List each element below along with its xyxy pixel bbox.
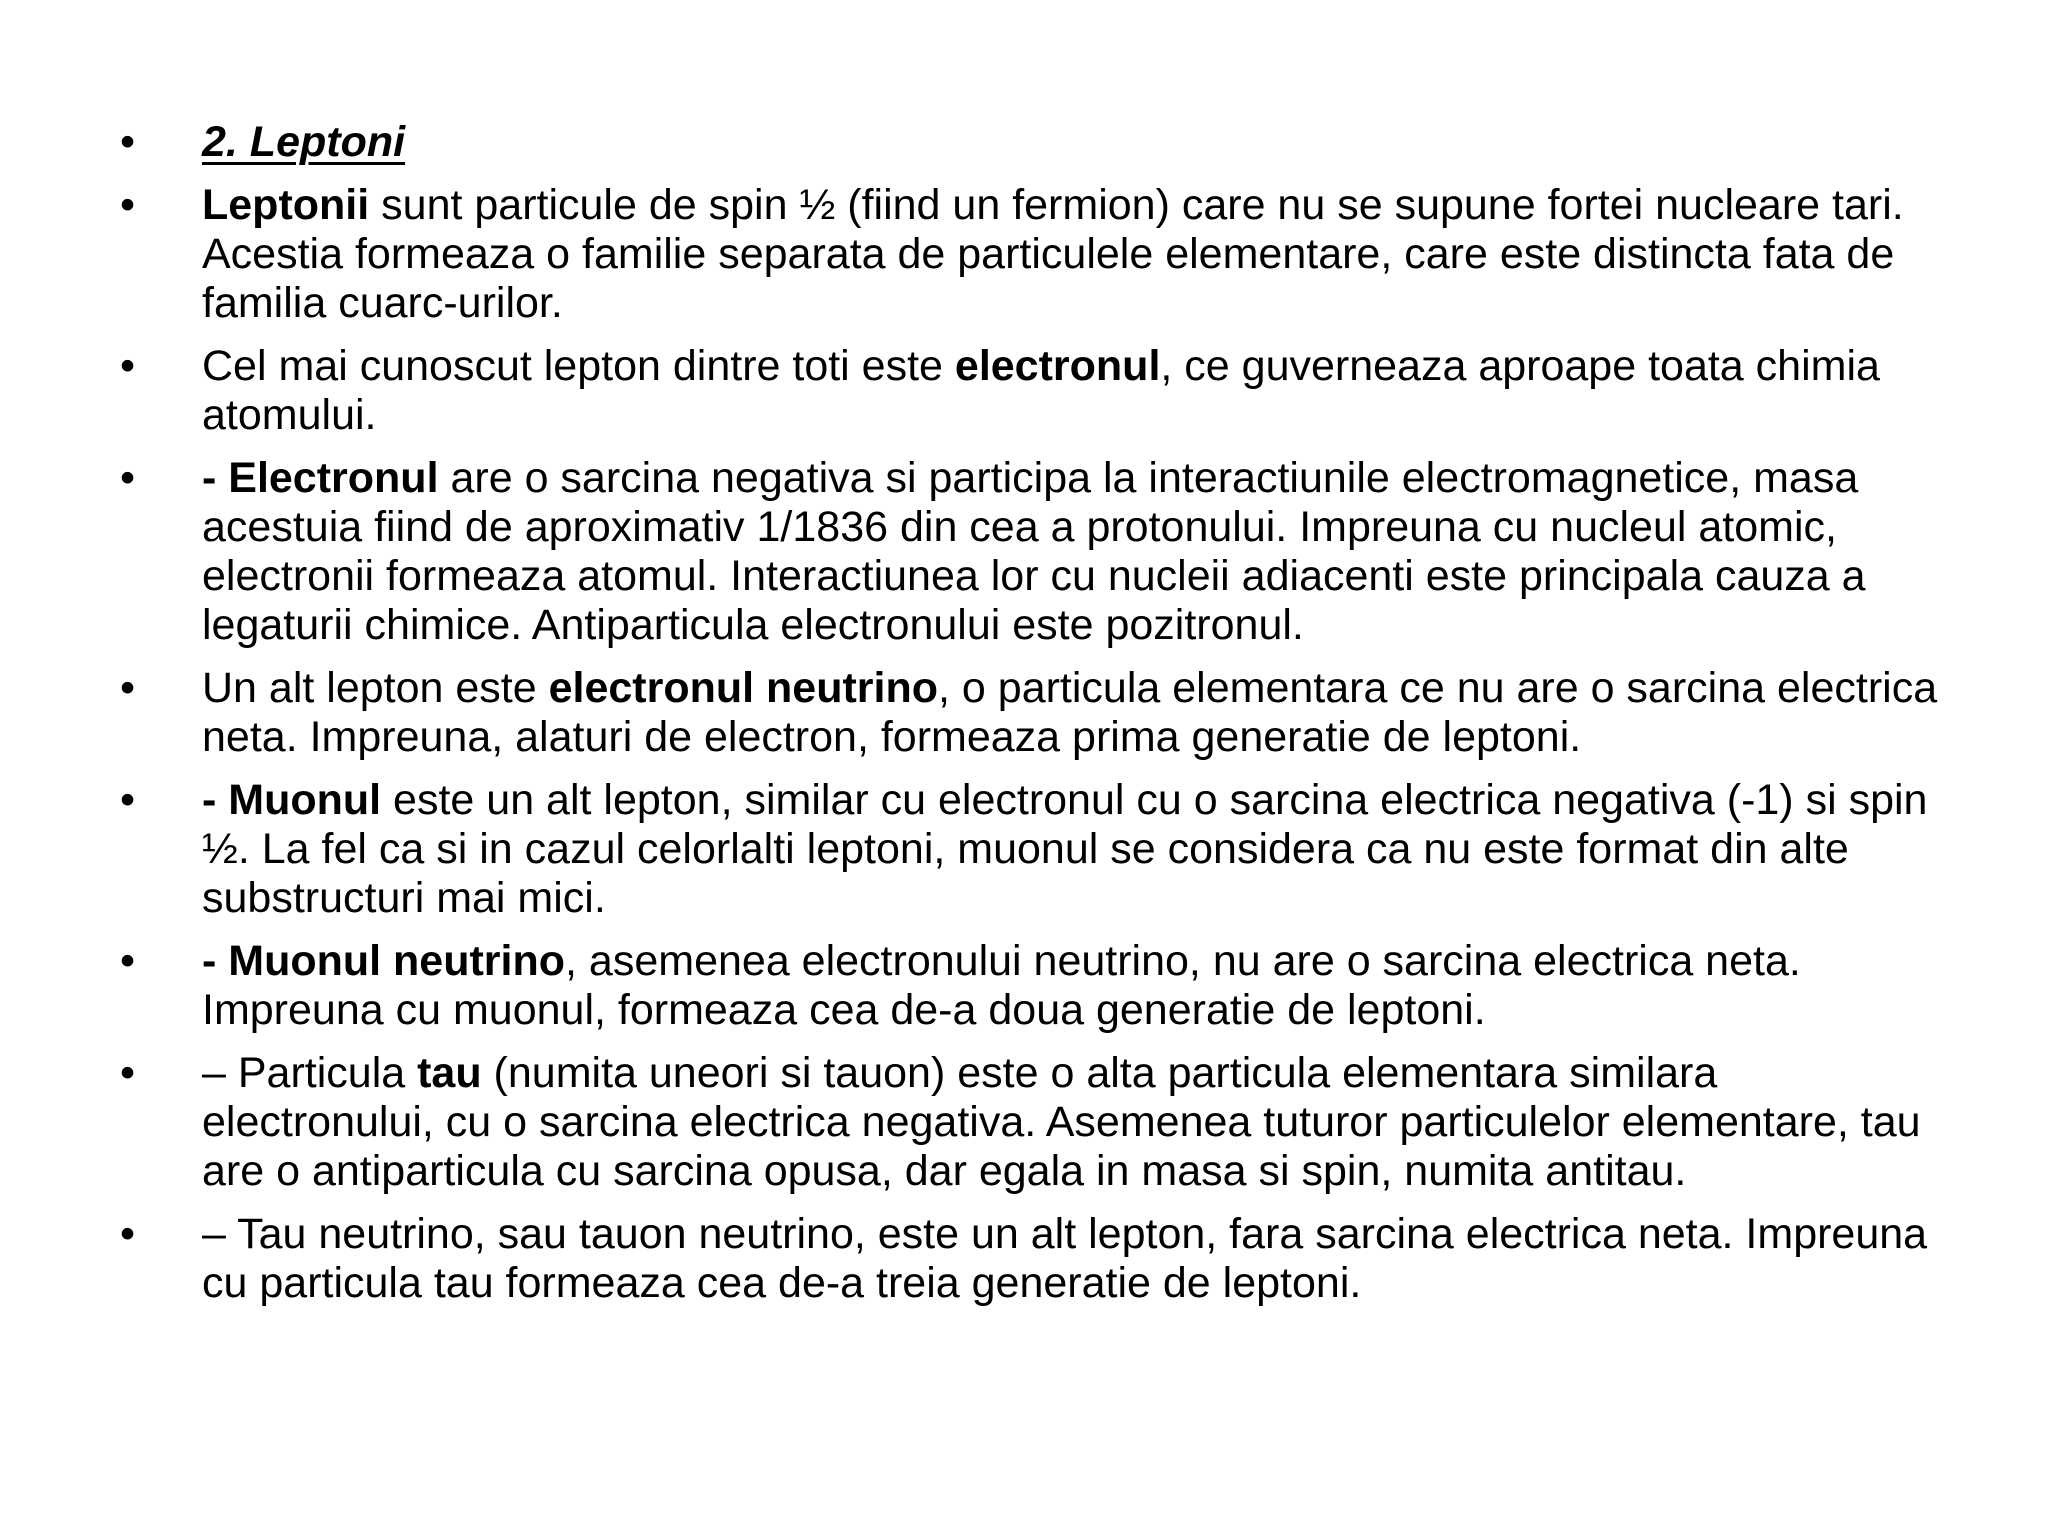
list-item: [120, 776, 1950, 923]
bullet-icon: •: [120, 181, 136, 229]
list-item: [120, 1049, 1950, 1196]
item-text-post: , ce guverneaza aproape toata chimia atomului.: [202, 342, 1880, 439]
list-item: [120, 181, 1950, 328]
list-item: [120, 342, 1950, 440]
bullet-icon: •: [120, 1049, 136, 1097]
item-text-post: , asemenea electronului neutrino, nu are o sarcina electrica neta. Impreuna cu muonul, formeaza cea de-a doua generatie de leptoni.: [202, 937, 1801, 1034]
list-item: [120, 454, 1950, 650]
item-text-pre: – Tau neutrino, sau tauon neutrino, este un alt lepton, fara sarcina electrica neta. Impreuna cu particula tau formeaza cea de-a treia generatie de leptoni.: [202, 1210, 1928, 1307]
bullet-icon: •: [120, 664, 136, 712]
list-item: [120, 664, 1950, 762]
item-text-bold: Leptonii: [202, 181, 370, 229]
item-text-post: are o sarcina negativa si participa la interactiunile electromagnetice, masa acestuia fiind de aproximativ 1/1836 din cea a protonului. Impreuna cu nucleul atomic, electronii formeaza atomul. Interactiunea lor cu nucleii adiacenti este principala cauza a legaturii chimice. Antiparticula electronului este pozitronul.: [202, 454, 1866, 649]
list-item: [120, 118, 1950, 167]
item-text-pre: Cel mai cunoscut lepton dintre toti este: [202, 342, 955, 390]
bullet-icon: •: [120, 342, 136, 390]
list-item: [120, 1210, 1950, 1308]
bullet-icon: •: [120, 937, 136, 985]
bullet-list: [120, 118, 1950, 1322]
item-text-pre: Un alt lepton este: [202, 664, 549, 712]
bullet-icon: •: [120, 118, 136, 166]
item-text-bold: - Muonul: [202, 776, 382, 824]
item-text-post: , o particula elementara ce nu are o sarcina electrica neta. Impreuna, alaturi de electron, formeaza prima generatie de leptoni.: [202, 664, 1938, 761]
item-text-pre: – Particula: [202, 1049, 418, 1097]
bullet-icon: •: [120, 454, 136, 502]
bullet-icon: •: [120, 1210, 136, 1258]
item-text-bold: - Electronul: [202, 454, 439, 502]
slide-heading: 2. Leptoni: [202, 118, 406, 166]
item-text-post: (numita uneori si tauon) este o alta particula elementara similara electronului, cu o sarcina electrica negativa. Asemenea tuturor particulelor elementare, tau are o antiparticula cu sarcina opusa, dar egala in masa si spin, numita antitau.: [202, 1049, 1921, 1195]
list-item: [120, 937, 1950, 1035]
item-text-bold: electronul: [954, 342, 1161, 390]
item-text-post: este un alt lepton, similar cu electronul cu o sarcina electrica negativa (-1) si spin ½. La fel ca si in cazul celorlalti leptoni, muonul se considera ca nu este format din alte substructuri mai mici.: [202, 776, 1928, 922]
item-text-post: sunt particule de spin ½ (fiind un fermion) care nu se supune fortei nucleare tari. Acestia formeaza o familie separata de particulele elementare, care este distincta fata de familia cuarc-urilor.: [202, 181, 1904, 327]
item-text-bold: electronul neutrino: [548, 664, 939, 712]
bullet-icon: •: [120, 776, 136, 824]
item-text-bold: - Muonul neutrino: [202, 937, 566, 985]
item-text-bold: tau: [417, 1049, 482, 1097]
